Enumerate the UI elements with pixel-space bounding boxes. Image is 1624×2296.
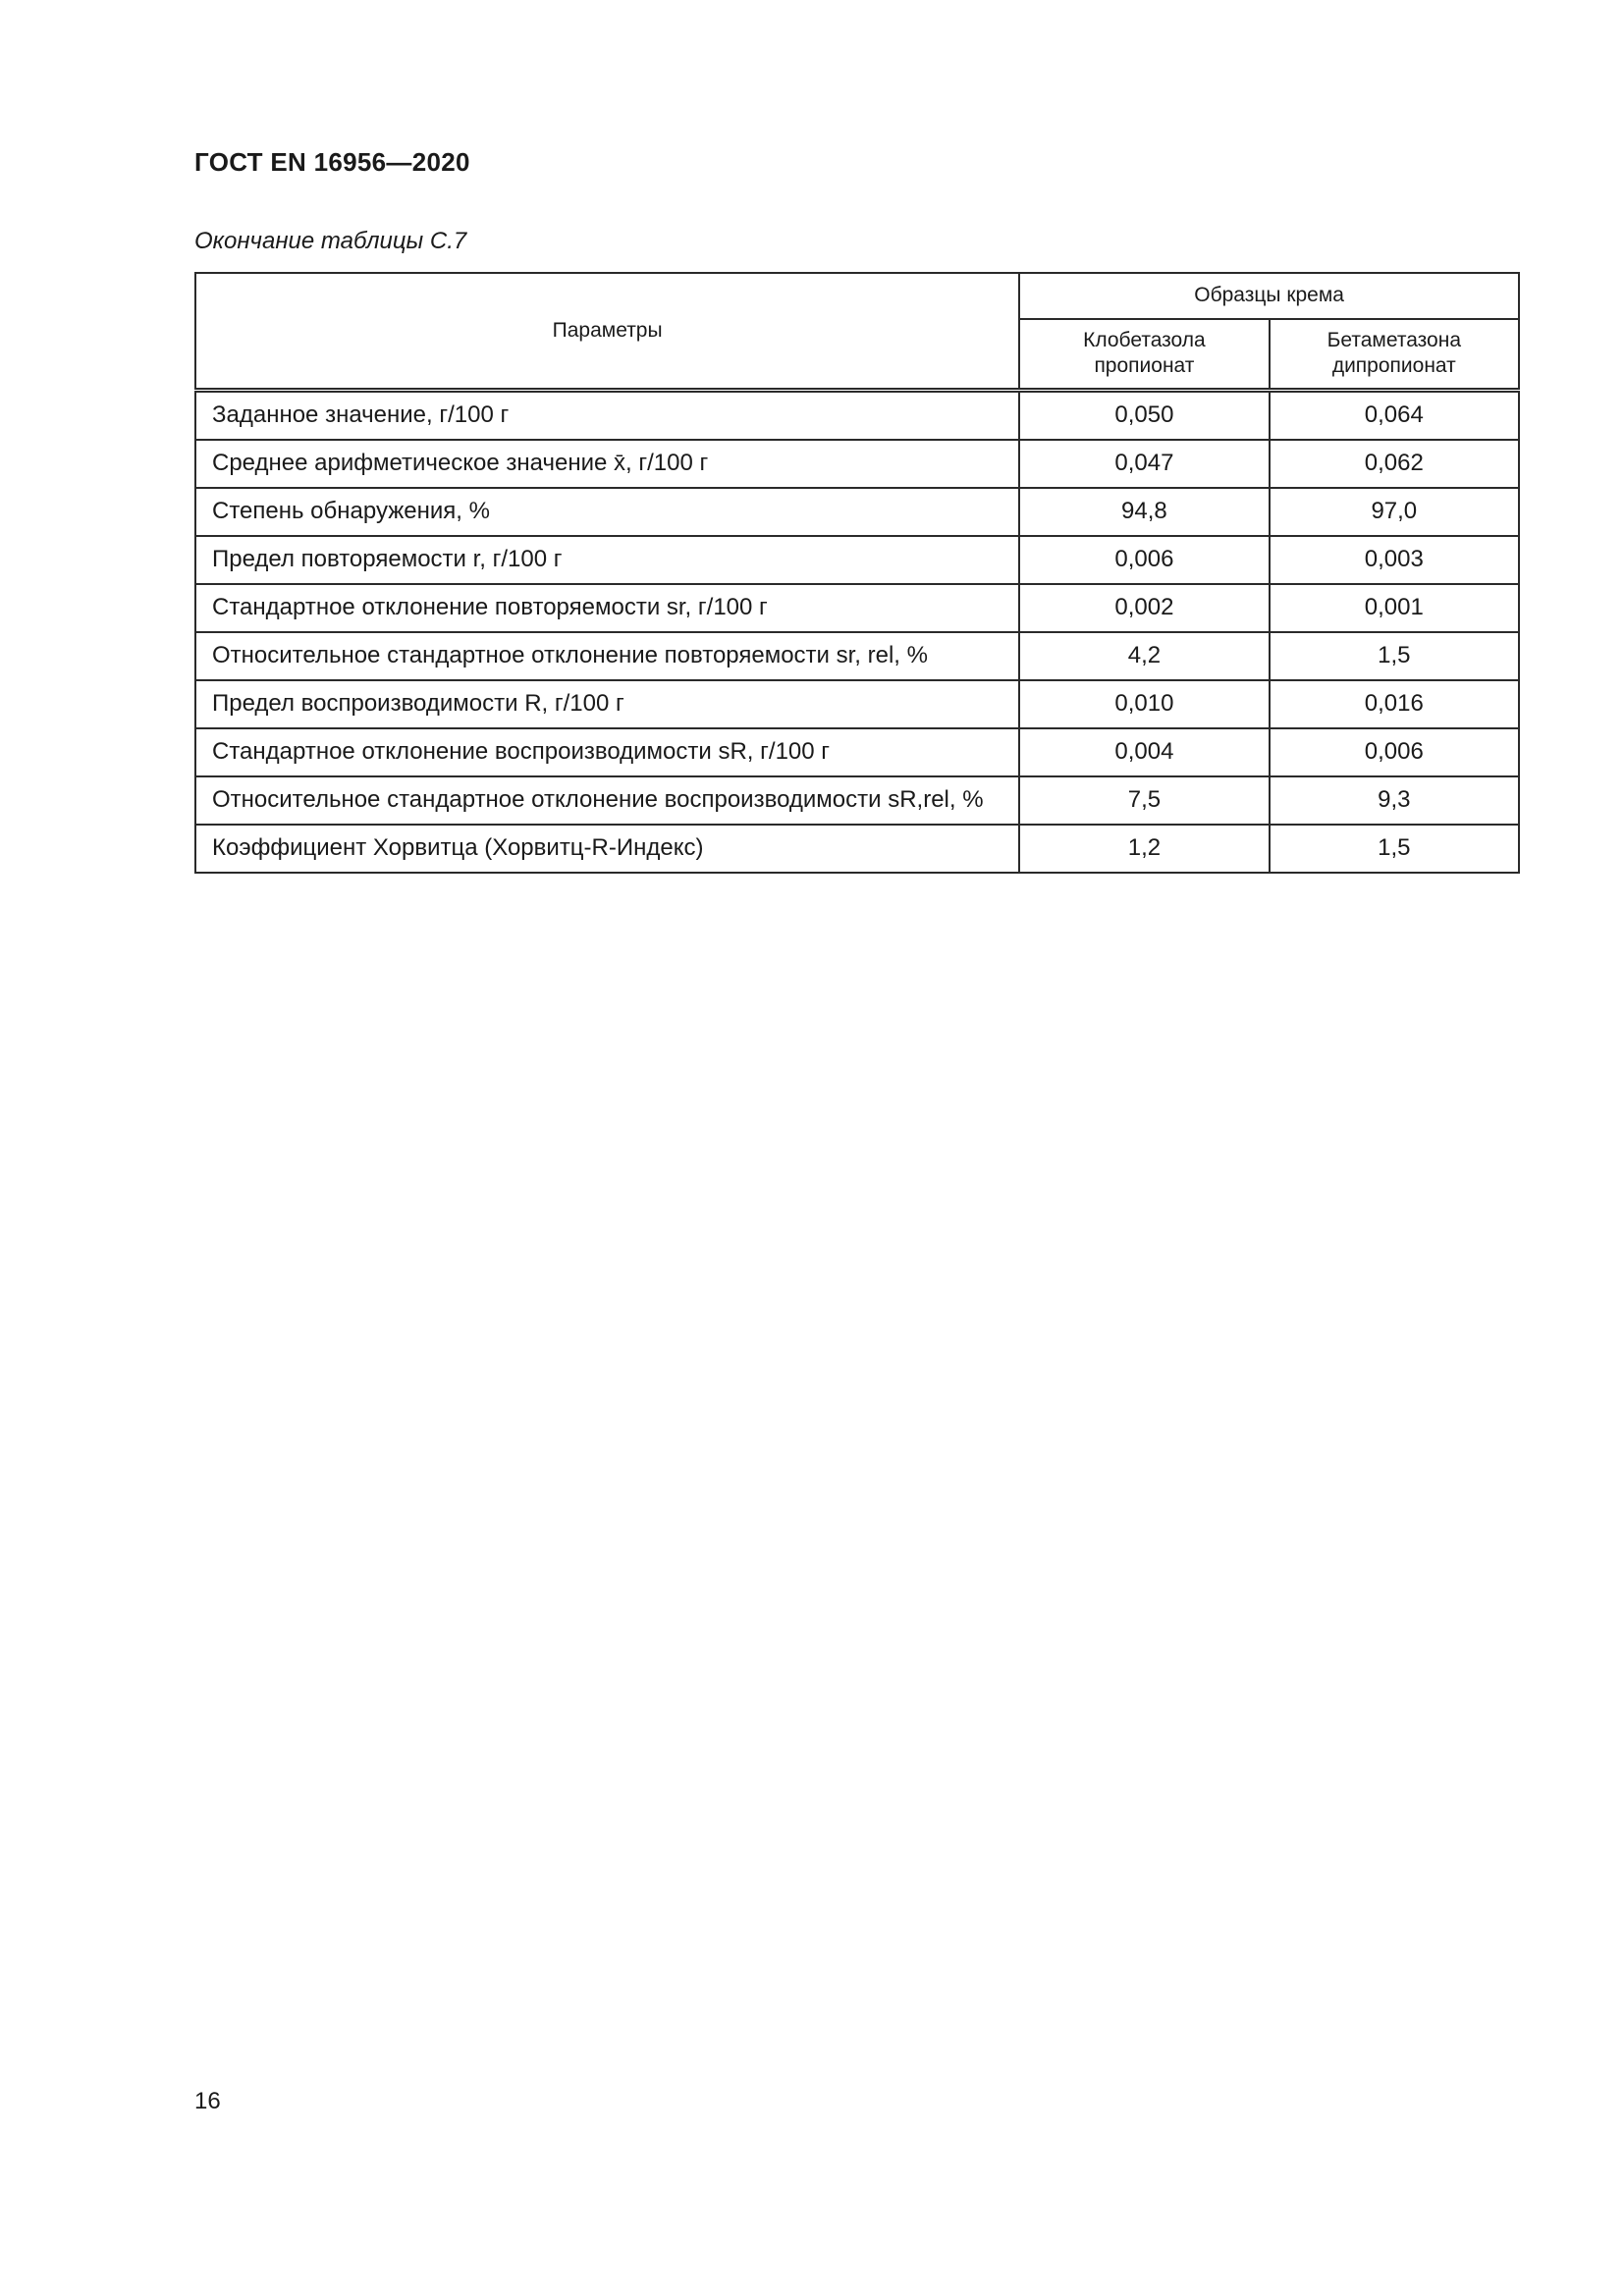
row-parameter: Заданное значение, г/100 г xyxy=(195,390,1019,440)
table-row xyxy=(195,632,1519,680)
param-column-header: Параметры xyxy=(195,273,1019,390)
row-parameter: Стандартное отклонение воспроизводимости sR, г/100 г xyxy=(195,728,1019,776)
table-row xyxy=(195,536,1519,584)
column-header-sample-2 xyxy=(1270,319,1519,390)
table-row xyxy=(195,390,1519,440)
row-value: 0,004 xyxy=(1019,728,1269,776)
column-header-line: Бетаметазона xyxy=(1326,329,1461,351)
row-value: 97,0 xyxy=(1270,488,1519,536)
table-row xyxy=(195,680,1519,728)
row-value: 0,003 xyxy=(1270,536,1519,584)
row-value: 1,2 xyxy=(1019,825,1269,873)
row-value: 0,010 xyxy=(1019,680,1269,728)
row-value: 0,006 xyxy=(1019,536,1269,584)
page-number: 16 xyxy=(194,2088,221,2114)
document-header: ГОСТ EN 16956—2020 xyxy=(194,147,470,177)
group-column-header: Образцы крема xyxy=(1019,273,1519,319)
row-value: 0,006 xyxy=(1270,728,1519,776)
table-row xyxy=(195,584,1519,632)
table-row xyxy=(195,776,1519,825)
table-row xyxy=(195,825,1519,873)
row-parameter: Коэффициент Хорвитца (Хорвитц-R-Индекс) xyxy=(195,825,1019,873)
column-header-sample-1 xyxy=(1019,319,1269,390)
results-table xyxy=(194,272,1520,874)
row-parameter: Относительное стандартное отклонение повторяемости sr, rel, % xyxy=(195,632,1019,680)
row-value: 0,016 xyxy=(1270,680,1519,728)
row-parameter: Предел повторяемости r, г/100 г xyxy=(195,536,1019,584)
row-value: 1,5 xyxy=(1270,632,1519,680)
table-caption: Окончание таблицы С.7 xyxy=(194,228,467,254)
row-parameter: Среднее арифметическое значение x̄, г/100 г xyxy=(195,440,1019,488)
row-parameter: Степень обнаружения, % xyxy=(195,488,1019,536)
column-header-line: пропионат xyxy=(1094,354,1195,378)
row-parameter: Стандартное отклонение повторяемости sr, г/100 г xyxy=(195,584,1019,632)
table-row xyxy=(195,728,1519,776)
row-value: 0,064 xyxy=(1270,390,1519,440)
row-value: 4,2 xyxy=(1019,632,1269,680)
row-value: 0,047 xyxy=(1019,440,1269,488)
row-value: 0,062 xyxy=(1270,440,1519,488)
table-row xyxy=(195,440,1519,488)
row-value: 0,001 xyxy=(1270,584,1519,632)
row-value: 94,8 xyxy=(1019,488,1269,536)
row-value: 1,5 xyxy=(1270,825,1519,873)
row-value: 0,002 xyxy=(1019,584,1269,632)
row-value: 7,5 xyxy=(1019,776,1269,825)
row-parameter: Относительное стандартное отклонение воспроизводимости sR,rel, % xyxy=(195,776,1019,825)
column-header-line: дипропионат xyxy=(1331,354,1456,378)
column-header-line: Клобетазола xyxy=(1083,329,1206,351)
row-parameter: Предел воспроизводимости R, г/100 г xyxy=(195,680,1019,728)
row-value: 9,3 xyxy=(1270,776,1519,825)
row-value: 0,050 xyxy=(1019,390,1269,440)
table-row xyxy=(195,488,1519,536)
